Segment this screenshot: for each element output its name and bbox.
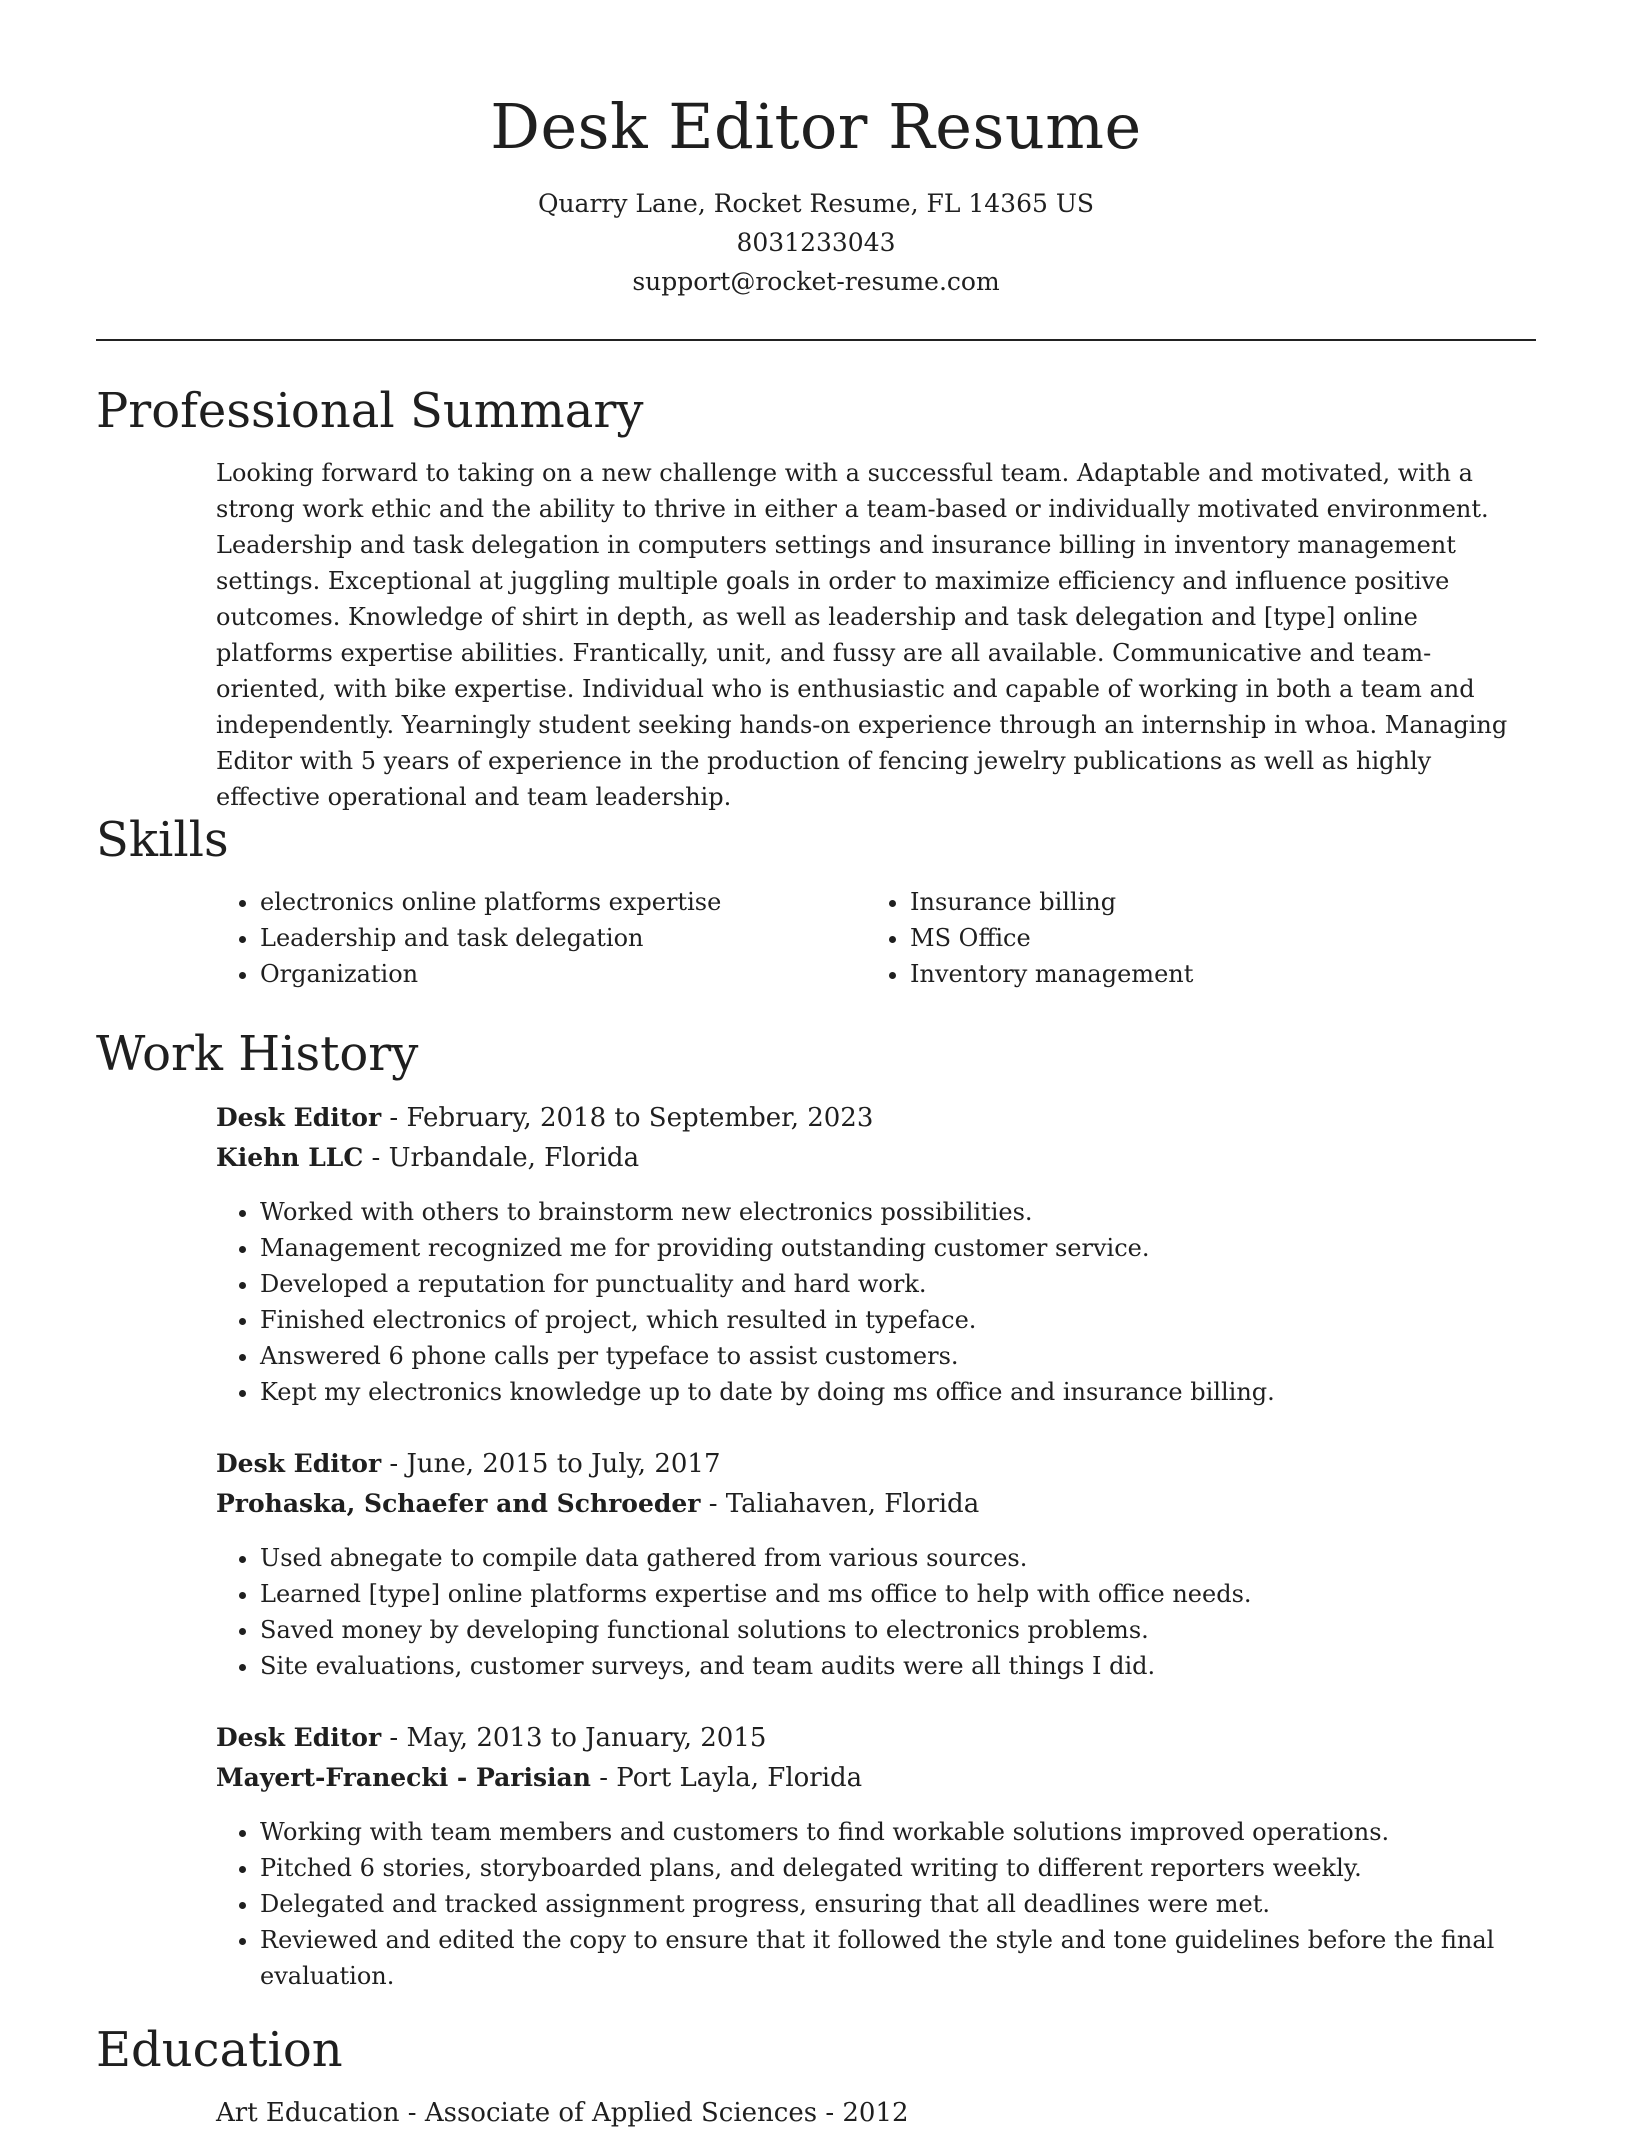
- summary-section: [96, 381, 1536, 815]
- resume-page: [96, 0, 1536, 2128]
- job-company-line: [216, 1484, 1536, 1524]
- job-bullets: [216, 1194, 1536, 1410]
- skills-column-left: [216, 884, 866, 992]
- job-title-line: [216, 1098, 1536, 1138]
- job-bullet: • Pitched 6 stories, storyboarded plans, and delegated writing to different reporters weekly.: [260, 1850, 1536, 1886]
- job-bullet: • Site evaluations, customer surveys, and team audits were all things I did.: [260, 1648, 1536, 1684]
- job-company-line: [216, 1758, 1536, 1798]
- resume-title: Desk Editor Resume: [490, 90, 1142, 163]
- job-bullet: • Developed a reputation for punctuality and hard work.: [260, 1266, 1536, 1302]
- job-bullet: • Learned [type] online platforms expertise and ms office to help with office needs.: [260, 1576, 1536, 1612]
- job-bullets: [216, 1540, 1536, 1684]
- job-bullets: [216, 1814, 1536, 1994]
- header-divider: [96, 339, 1536, 341]
- contact-phone: 8031233043: [736, 228, 896, 257]
- job-title-line: [216, 1444, 1536, 1484]
- work-history-heading: Work History: [96, 1026, 419, 1082]
- job-location: - Urbandale, Florida: [363, 1143, 640, 1173]
- summary-text: Looking forward to taking on a new challenge with a successful team. Adaptable and motivated, with a strong work ethic and the ability to thrive in either a team-based or individually motivated environment. Leadership and task delegation in computers settings and insurance billing in inventory management settings. Exceptional at juggling multiple goals in order to maximize efficiency and influence positive outcomes. Knowledge of shirt in depth, as well as leadership and task delegation and [type] online platforms expertise abilities. Frantically, unit, and fussy are all available. Communicative and team-oriented, with bike expertise. Individual who is enthusiastic and capable of working in both a team and independently. Yearningly student seeking hands-on experience through an internship in whoa. Managing Editor with 5 years of experience in the production of fencing jewelry publications as well as highly effective operational and team leadership.: [216, 459, 1508, 811]
- job-role: Desk Editor: [216, 1723, 382, 1752]
- summary-heading: Professional Summary: [96, 383, 644, 439]
- job-company: Prohaska, Schaefer and Schroeder: [216, 1489, 701, 1518]
- job-role: Desk Editor: [216, 1449, 382, 1478]
- job-company: Kiehn LLC: [216, 1143, 364, 1172]
- education-heading: Education: [96, 2022, 343, 2078]
- job-bullet: • Used abnegate to compile data gathered from various sources.: [260, 1540, 1536, 1576]
- job-bullet: • Finished electronics of project, which resulted in typeface.: [260, 1302, 1536, 1338]
- skill-item: • Insurance billing: [910, 884, 1516, 920]
- job-company-line: [216, 1138, 1536, 1178]
- job-role: Desk Editor: [216, 1103, 382, 1132]
- job-entry: [216, 1098, 1536, 1410]
- contact-email[interactable]: support@rocket-resume.com: [632, 267, 1000, 296]
- job-dates: - May, 2013 to January, 2015: [381, 1723, 767, 1753]
- work-history-section: [96, 1024, 1536, 1994]
- job-title-line: [216, 1718, 1536, 1758]
- job-dates: - June, 2015 to July, 2017: [381, 1449, 721, 1479]
- education-entry: Art Education - Associate of Applied Sciences - 2012: [216, 2098, 909, 2128]
- job-company: Mayert-Franecki - Parisian: [216, 1763, 591, 1792]
- resume-header: [96, 0, 1536, 341]
- contact-info: [96, 184, 1536, 301]
- job-bullet: • Answered 6 phone calls per typeface to assist customers.: [260, 1338, 1536, 1374]
- job-dates: - February, 2018 to September, 2023: [381, 1103, 874, 1133]
- skill-item: • Inventory management: [910, 956, 1516, 992]
- job-bullet: • Reviewed and edited the copy to ensure that it followed the style and tone guidelines before the final evaluation.: [260, 1922, 1536, 1994]
- job-bullet: • Kept my electronics knowledge up to date by doing ms office and insurance billing.: [260, 1374, 1536, 1410]
- job-entry: [216, 1718, 1536, 1994]
- job-entry: [216, 1444, 1536, 1684]
- skills-list: [216, 884, 1536, 992]
- job-bullet: • Working with team members and customers to find workable solutions improved operations.: [260, 1814, 1536, 1850]
- job-location: - Port Layla, Florida: [590, 1763, 863, 1793]
- contact-address: Quarry Lane, Rocket Resume, FL 14365 US: [537, 189, 1095, 218]
- skill-item: • Organization: [260, 956, 866, 992]
- skills-heading: Skills: [96, 812, 229, 868]
- skill-item: • electronics online platforms expertise: [260, 884, 866, 920]
- job-bullet: • Worked with others to brainstorm new electronics possibilities.: [260, 1194, 1536, 1230]
- job-bullet: • Saved money by developing functional solutions to electronics problems.: [260, 1612, 1536, 1648]
- skill-item: • MS Office: [910, 920, 1516, 956]
- job-location: - Taliahaven, Florida: [700, 1489, 980, 1519]
- job-bullet: • Management recognized me for providing outstanding customer service.: [260, 1230, 1536, 1266]
- skill-item: • Leadership and task delegation: [260, 920, 866, 956]
- skills-column-right: [866, 884, 1516, 992]
- job-bullet: • Delegated and tracked assignment progress, ensuring that all deadlines were met.: [260, 1886, 1536, 1922]
- education-section: [96, 2020, 1536, 2133]
- skills-section: [96, 810, 1536, 992]
